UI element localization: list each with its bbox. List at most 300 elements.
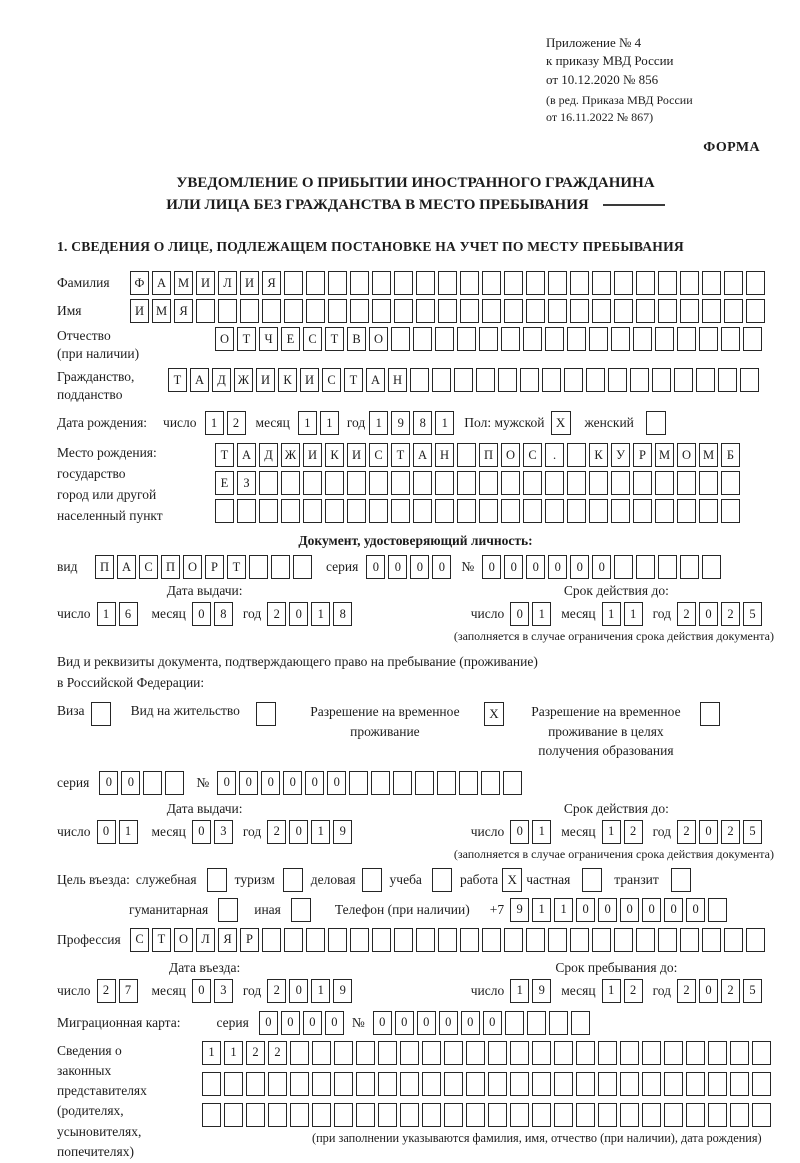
char-cell[interactable] bbox=[721, 499, 740, 523]
char-cell[interactable] bbox=[708, 1041, 727, 1065]
char-cell[interactable] bbox=[328, 928, 347, 952]
char-cell[interactable]: 2 bbox=[677, 979, 696, 1003]
char-cell[interactable]: 0 bbox=[217, 771, 236, 795]
char-cell[interactable] bbox=[699, 499, 718, 523]
char-cell[interactable]: 2 bbox=[721, 602, 740, 626]
char-cell[interactable]: Т bbox=[391, 443, 410, 467]
char-cell[interactable] bbox=[391, 327, 410, 351]
char-cell[interactable]: 1 bbox=[97, 602, 116, 626]
char-cell[interactable] bbox=[271, 555, 290, 579]
char-cell[interactable] bbox=[718, 368, 737, 392]
char-cell[interactable]: Н bbox=[388, 368, 407, 392]
char-cell[interactable] bbox=[523, 327, 542, 351]
char-cell[interactable] bbox=[510, 1103, 529, 1127]
char-cell[interactable]: Н bbox=[435, 443, 454, 467]
char-cell[interactable] bbox=[730, 1041, 749, 1065]
char-cell[interactable]: И bbox=[130, 299, 149, 323]
char-cell[interactable]: 9 bbox=[532, 979, 551, 1003]
char-cell[interactable] bbox=[202, 1072, 221, 1096]
char-cell[interactable] bbox=[372, 271, 391, 295]
char-cell[interactable]: 3 bbox=[214, 820, 233, 844]
char-cell[interactable]: 0 bbox=[483, 1011, 502, 1035]
char-cell[interactable] bbox=[549, 1011, 568, 1035]
char-cell[interactable] bbox=[752, 1072, 771, 1096]
char-cell[interactable] bbox=[460, 271, 479, 295]
char-cell[interactable] bbox=[479, 327, 498, 351]
char-cell[interactable] bbox=[479, 471, 498, 495]
char-cell[interactable] bbox=[686, 1072, 705, 1096]
char-cell[interactable]: Л bbox=[218, 271, 237, 295]
char-cell[interactable] bbox=[249, 555, 268, 579]
char-cell[interactable] bbox=[262, 299, 281, 323]
char-cell[interactable] bbox=[476, 368, 495, 392]
char-cell[interactable] bbox=[548, 299, 567, 323]
char-cell[interactable] bbox=[636, 555, 655, 579]
char-cell[interactable]: 0 bbox=[699, 979, 718, 1003]
char-cell[interactable] bbox=[598, 1072, 617, 1096]
char-cell[interactable] bbox=[746, 928, 765, 952]
char-cell[interactable] bbox=[576, 1041, 595, 1065]
char-cell[interactable] bbox=[542, 368, 561, 392]
char-cell[interactable]: 8 bbox=[214, 602, 233, 626]
char-cell[interactable] bbox=[614, 299, 633, 323]
char-cell[interactable] bbox=[438, 928, 457, 952]
char-cell[interactable] bbox=[523, 499, 542, 523]
char-cell[interactable] bbox=[422, 1041, 441, 1065]
char-cell[interactable] bbox=[532, 1072, 551, 1096]
char-cell[interactable] bbox=[143, 771, 162, 795]
char-cell[interactable] bbox=[482, 299, 501, 323]
char-cell[interactable]: З bbox=[237, 471, 256, 495]
char-cell[interactable] bbox=[444, 1103, 463, 1127]
char-cell[interactable] bbox=[724, 299, 743, 323]
char-cell[interactable] bbox=[393, 771, 412, 795]
char-cell[interactable]: С bbox=[139, 555, 158, 579]
char-cell[interactable] bbox=[224, 1103, 243, 1127]
char-cell[interactable] bbox=[290, 1041, 309, 1065]
char-cell[interactable] bbox=[589, 499, 608, 523]
char-cell[interactable] bbox=[724, 271, 743, 295]
char-cell[interactable] bbox=[312, 1041, 331, 1065]
char-cell[interactable] bbox=[686, 1041, 705, 1065]
char-cell[interactable] bbox=[699, 471, 718, 495]
char-cell[interactable] bbox=[702, 271, 721, 295]
purpose-other-checkbox[interactable] bbox=[291, 898, 311, 922]
char-cell[interactable]: Т bbox=[344, 368, 363, 392]
char-cell[interactable] bbox=[306, 299, 325, 323]
char-cell[interactable]: 3 bbox=[214, 979, 233, 1003]
char-cell[interactable]: 5 bbox=[743, 602, 762, 626]
char-cell[interactable]: М bbox=[174, 271, 193, 295]
char-cell[interactable]: С bbox=[369, 443, 388, 467]
char-cell[interactable] bbox=[165, 771, 184, 795]
char-cell[interactable] bbox=[293, 555, 312, 579]
char-cell[interactable] bbox=[400, 1103, 419, 1127]
char-cell[interactable] bbox=[303, 499, 322, 523]
char-cell[interactable] bbox=[611, 327, 630, 351]
char-cell[interactable] bbox=[708, 1072, 727, 1096]
char-cell[interactable]: П bbox=[95, 555, 114, 579]
char-cell[interactable]: 0 bbox=[664, 898, 683, 922]
char-cell[interactable] bbox=[708, 898, 727, 922]
char-cell[interactable]: 0 bbox=[121, 771, 140, 795]
char-cell[interactable]: 2 bbox=[721, 979, 740, 1003]
char-cell[interactable] bbox=[240, 299, 259, 323]
char-cell[interactable] bbox=[416, 928, 435, 952]
char-cell[interactable] bbox=[589, 471, 608, 495]
char-cell[interactable] bbox=[281, 471, 300, 495]
char-cell[interactable]: 2 bbox=[677, 602, 696, 626]
char-cell[interactable] bbox=[262, 928, 281, 952]
char-cell[interactable] bbox=[356, 1103, 375, 1127]
char-cell[interactable]: Я bbox=[174, 299, 193, 323]
char-cell[interactable] bbox=[347, 471, 366, 495]
char-cell[interactable]: А bbox=[152, 271, 171, 295]
char-cell[interactable] bbox=[435, 327, 454, 351]
char-cell[interactable]: И bbox=[240, 271, 259, 295]
char-cell[interactable]: А bbox=[237, 443, 256, 467]
char-cell[interactable] bbox=[391, 471, 410, 495]
char-cell[interactable] bbox=[372, 928, 391, 952]
char-cell[interactable]: 0 bbox=[592, 555, 611, 579]
char-cell[interactable]: 0 bbox=[510, 602, 529, 626]
char-cell[interactable] bbox=[246, 1103, 265, 1127]
char-cell[interactable] bbox=[371, 771, 390, 795]
char-cell[interactable] bbox=[730, 1103, 749, 1127]
purpose-business-checkbox[interactable] bbox=[362, 868, 382, 892]
char-cell[interactable] bbox=[196, 299, 215, 323]
char-cell[interactable]: О bbox=[677, 443, 696, 467]
char-cell[interactable] bbox=[636, 299, 655, 323]
char-cell[interactable] bbox=[290, 1103, 309, 1127]
char-cell[interactable]: 0 bbox=[239, 771, 258, 795]
char-cell[interactable] bbox=[614, 555, 633, 579]
char-cell[interactable]: 2 bbox=[677, 820, 696, 844]
char-cell[interactable] bbox=[422, 1103, 441, 1127]
char-cell[interactable] bbox=[328, 299, 347, 323]
char-cell[interactable] bbox=[752, 1103, 771, 1127]
char-cell[interactable] bbox=[400, 1072, 419, 1096]
sex-female-checkbox[interactable] bbox=[646, 411, 666, 435]
char-cell[interactable] bbox=[633, 499, 652, 523]
char-cell[interactable] bbox=[740, 368, 759, 392]
char-cell[interactable]: 0 bbox=[283, 771, 302, 795]
char-cell[interactable]: 0 bbox=[97, 820, 116, 844]
char-cell[interactable]: Р bbox=[240, 928, 259, 952]
char-cell[interactable] bbox=[680, 555, 699, 579]
char-cell[interactable]: 2 bbox=[227, 411, 246, 435]
char-cell[interactable]: 0 bbox=[548, 555, 567, 579]
char-cell[interactable] bbox=[284, 928, 303, 952]
char-cell[interactable] bbox=[554, 1103, 573, 1127]
char-cell[interactable] bbox=[614, 928, 633, 952]
char-cell[interactable] bbox=[460, 928, 479, 952]
char-cell[interactable]: 0 bbox=[259, 1011, 278, 1035]
char-cell[interactable]: А bbox=[117, 555, 136, 579]
char-cell[interactable]: . bbox=[545, 443, 564, 467]
char-cell[interactable] bbox=[394, 299, 413, 323]
char-cell[interactable] bbox=[369, 471, 388, 495]
char-cell[interactable] bbox=[306, 928, 325, 952]
char-cell[interactable]: 1 bbox=[320, 411, 339, 435]
char-cell[interactable] bbox=[488, 1103, 507, 1127]
char-cell[interactable] bbox=[224, 1072, 243, 1096]
char-cell[interactable] bbox=[576, 1072, 595, 1096]
char-cell[interactable] bbox=[479, 499, 498, 523]
char-cell[interactable]: Ж bbox=[234, 368, 253, 392]
char-cell[interactable] bbox=[652, 368, 671, 392]
char-cell[interactable]: 0 bbox=[325, 1011, 344, 1035]
char-cell[interactable] bbox=[520, 368, 539, 392]
char-cell[interactable] bbox=[334, 1041, 353, 1065]
char-cell[interactable]: Я bbox=[218, 928, 237, 952]
char-cell[interactable]: 0 bbox=[598, 898, 617, 922]
char-cell[interactable]: 5 bbox=[743, 820, 762, 844]
char-cell[interactable] bbox=[504, 299, 523, 323]
purpose-humanitarian-checkbox[interactable] bbox=[218, 898, 238, 922]
char-cell[interactable] bbox=[510, 1041, 529, 1065]
purpose-official-checkbox[interactable] bbox=[207, 868, 227, 892]
char-cell[interactable] bbox=[532, 1103, 551, 1127]
char-cell[interactable] bbox=[268, 1072, 287, 1096]
char-cell[interactable] bbox=[699, 327, 718, 351]
char-cell[interactable] bbox=[372, 299, 391, 323]
char-cell[interactable] bbox=[334, 1103, 353, 1127]
char-cell[interactable] bbox=[620, 1072, 639, 1096]
char-cell[interactable] bbox=[526, 928, 545, 952]
char-cell[interactable] bbox=[730, 1072, 749, 1096]
char-cell[interactable] bbox=[488, 1041, 507, 1065]
char-cell[interactable]: Б bbox=[721, 443, 740, 467]
char-cell[interactable]: 1 bbox=[532, 820, 551, 844]
temp-residence-education-checkbox[interactable] bbox=[700, 702, 720, 726]
char-cell[interactable] bbox=[457, 327, 476, 351]
char-cell[interactable]: 2 bbox=[97, 979, 116, 1003]
char-cell[interactable] bbox=[334, 1072, 353, 1096]
char-cell[interactable] bbox=[571, 1011, 590, 1035]
char-cell[interactable]: П bbox=[479, 443, 498, 467]
char-cell[interactable] bbox=[620, 1041, 639, 1065]
char-cell[interactable] bbox=[415, 771, 434, 795]
char-cell[interactable] bbox=[664, 1103, 683, 1127]
char-cell[interactable] bbox=[633, 471, 652, 495]
char-cell[interactable]: 1 bbox=[298, 411, 317, 435]
char-cell[interactable]: Е bbox=[215, 471, 234, 495]
char-cell[interactable]: 0 bbox=[289, 979, 308, 1003]
char-cell[interactable] bbox=[350, 271, 369, 295]
char-cell[interactable]: 1 bbox=[532, 898, 551, 922]
char-cell[interactable]: Т bbox=[227, 555, 246, 579]
char-cell[interactable]: М bbox=[699, 443, 718, 467]
char-cell[interactable]: Л bbox=[196, 928, 215, 952]
char-cell[interactable] bbox=[567, 499, 586, 523]
char-cell[interactable] bbox=[215, 499, 234, 523]
char-cell[interactable] bbox=[268, 1103, 287, 1127]
char-cell[interactable]: 2 bbox=[267, 979, 286, 1003]
char-cell[interactable] bbox=[614, 271, 633, 295]
char-cell[interactable] bbox=[488, 1072, 507, 1096]
char-cell[interactable] bbox=[394, 271, 413, 295]
char-cell[interactable]: Р bbox=[633, 443, 652, 467]
char-cell[interactable] bbox=[592, 271, 611, 295]
char-cell[interactable]: 0 bbox=[461, 1011, 480, 1035]
char-cell[interactable]: С bbox=[303, 327, 322, 351]
char-cell[interactable] bbox=[721, 471, 740, 495]
char-cell[interactable]: 0 bbox=[261, 771, 280, 795]
char-cell[interactable]: 1 bbox=[311, 820, 330, 844]
char-cell[interactable] bbox=[658, 271, 677, 295]
char-cell[interactable] bbox=[281, 499, 300, 523]
char-cell[interactable]: Я bbox=[262, 271, 281, 295]
char-cell[interactable] bbox=[481, 771, 500, 795]
char-cell[interactable] bbox=[702, 555, 721, 579]
char-cell[interactable] bbox=[746, 299, 765, 323]
char-cell[interactable]: 0 bbox=[289, 602, 308, 626]
char-cell[interactable] bbox=[325, 471, 344, 495]
char-cell[interactable]: 0 bbox=[482, 555, 501, 579]
char-cell[interactable] bbox=[312, 1072, 331, 1096]
char-cell[interactable] bbox=[413, 327, 432, 351]
char-cell[interactable]: А bbox=[366, 368, 385, 392]
char-cell[interactable]: 1 bbox=[602, 602, 621, 626]
char-cell[interactable] bbox=[554, 1072, 573, 1096]
char-cell[interactable]: О bbox=[369, 327, 388, 351]
char-cell[interactable]: К bbox=[589, 443, 608, 467]
char-cell[interactable] bbox=[437, 771, 456, 795]
char-cell[interactable] bbox=[410, 368, 429, 392]
char-cell[interactable] bbox=[290, 1072, 309, 1096]
char-cell[interactable] bbox=[611, 471, 630, 495]
char-cell[interactable] bbox=[532, 1041, 551, 1065]
char-cell[interactable] bbox=[592, 299, 611, 323]
char-cell[interactable] bbox=[438, 299, 457, 323]
char-cell[interactable]: 1 bbox=[510, 979, 529, 1003]
sex-male-checkbox[interactable]: X bbox=[551, 411, 571, 435]
char-cell[interactable] bbox=[545, 471, 564, 495]
char-cell[interactable]: 1 bbox=[602, 979, 621, 1003]
char-cell[interactable]: К bbox=[278, 368, 297, 392]
char-cell[interactable]: О bbox=[183, 555, 202, 579]
char-cell[interactable] bbox=[350, 299, 369, 323]
char-cell[interactable]: 0 bbox=[432, 555, 451, 579]
char-cell[interactable] bbox=[746, 271, 765, 295]
char-cell[interactable] bbox=[567, 327, 586, 351]
char-cell[interactable] bbox=[567, 471, 586, 495]
char-cell[interactable] bbox=[633, 327, 652, 351]
char-cell[interactable] bbox=[592, 928, 611, 952]
purpose-transit-checkbox[interactable] bbox=[671, 868, 691, 892]
char-cell[interactable]: Д bbox=[259, 443, 278, 467]
char-cell[interactable] bbox=[444, 1041, 463, 1065]
char-cell[interactable] bbox=[416, 271, 435, 295]
char-cell[interactable] bbox=[677, 327, 696, 351]
char-cell[interactable]: 0 bbox=[410, 555, 429, 579]
char-cell[interactable]: 0 bbox=[327, 771, 346, 795]
char-cell[interactable]: 2 bbox=[246, 1041, 265, 1065]
char-cell[interactable]: С bbox=[523, 443, 542, 467]
char-cell[interactable]: А bbox=[190, 368, 209, 392]
char-cell[interactable]: 2 bbox=[268, 1041, 287, 1065]
char-cell[interactable] bbox=[422, 1072, 441, 1096]
char-cell[interactable]: Р bbox=[205, 555, 224, 579]
char-cell[interactable] bbox=[686, 1103, 705, 1127]
char-cell[interactable] bbox=[347, 499, 366, 523]
char-cell[interactable]: 0 bbox=[699, 602, 718, 626]
char-cell[interactable] bbox=[306, 271, 325, 295]
char-cell[interactable] bbox=[636, 928, 655, 952]
char-cell[interactable]: 0 bbox=[699, 820, 718, 844]
char-cell[interactable] bbox=[554, 1041, 573, 1065]
char-cell[interactable]: 1 bbox=[369, 411, 388, 435]
char-cell[interactable] bbox=[523, 471, 542, 495]
char-cell[interactable] bbox=[435, 499, 454, 523]
char-cell[interactable] bbox=[630, 368, 649, 392]
char-cell[interactable] bbox=[598, 1041, 617, 1065]
char-cell[interactable]: 1 bbox=[602, 820, 621, 844]
char-cell[interactable] bbox=[620, 1103, 639, 1127]
char-cell[interactable]: 0 bbox=[388, 555, 407, 579]
char-cell[interactable]: Ч bbox=[259, 327, 278, 351]
purpose-study-checkbox[interactable] bbox=[432, 868, 452, 892]
char-cell[interactable] bbox=[642, 1041, 661, 1065]
char-cell[interactable]: 8 bbox=[413, 411, 432, 435]
char-cell[interactable]: 1 bbox=[311, 602, 330, 626]
char-cell[interactable]: 0 bbox=[686, 898, 705, 922]
char-cell[interactable] bbox=[570, 271, 589, 295]
char-cell[interactable] bbox=[378, 1103, 397, 1127]
char-cell[interactable] bbox=[501, 499, 520, 523]
char-cell[interactable] bbox=[454, 368, 473, 392]
char-cell[interactable] bbox=[576, 1103, 595, 1127]
char-cell[interactable] bbox=[655, 327, 674, 351]
char-cell[interactable]: Т bbox=[168, 368, 187, 392]
char-cell[interactable] bbox=[259, 499, 278, 523]
char-cell[interactable]: 1 bbox=[202, 1041, 221, 1065]
char-cell[interactable] bbox=[570, 928, 589, 952]
char-cell[interactable]: Т bbox=[215, 443, 234, 467]
char-cell[interactable] bbox=[664, 1041, 683, 1065]
char-cell[interactable]: 0 bbox=[570, 555, 589, 579]
char-cell[interactable]: Ф bbox=[130, 271, 149, 295]
char-cell[interactable] bbox=[655, 499, 674, 523]
char-cell[interactable]: 0 bbox=[305, 771, 324, 795]
char-cell[interactable] bbox=[702, 299, 721, 323]
char-cell[interactable] bbox=[400, 1041, 419, 1065]
char-cell[interactable] bbox=[658, 555, 677, 579]
char-cell[interactable] bbox=[460, 299, 479, 323]
char-cell[interactable] bbox=[457, 499, 476, 523]
char-cell[interactable] bbox=[589, 327, 608, 351]
char-cell[interactable]: 0 bbox=[373, 1011, 392, 1035]
char-cell[interactable] bbox=[545, 499, 564, 523]
char-cell[interactable]: 5 bbox=[743, 979, 762, 1003]
char-cell[interactable]: С bbox=[130, 928, 149, 952]
char-cell[interactable] bbox=[526, 271, 545, 295]
char-cell[interactable]: 0 bbox=[303, 1011, 322, 1035]
char-cell[interactable] bbox=[237, 499, 256, 523]
char-cell[interactable]: Т bbox=[152, 928, 171, 952]
char-cell[interactable]: И bbox=[300, 368, 319, 392]
char-cell[interactable] bbox=[413, 499, 432, 523]
char-cell[interactable]: О bbox=[501, 443, 520, 467]
char-cell[interactable] bbox=[564, 368, 583, 392]
char-cell[interactable] bbox=[696, 368, 715, 392]
char-cell[interactable]: И bbox=[256, 368, 275, 392]
char-cell[interactable]: С bbox=[322, 368, 341, 392]
purpose-tourism-checkbox[interactable] bbox=[283, 868, 303, 892]
char-cell[interactable] bbox=[526, 299, 545, 323]
char-cell[interactable]: 0 bbox=[192, 979, 211, 1003]
